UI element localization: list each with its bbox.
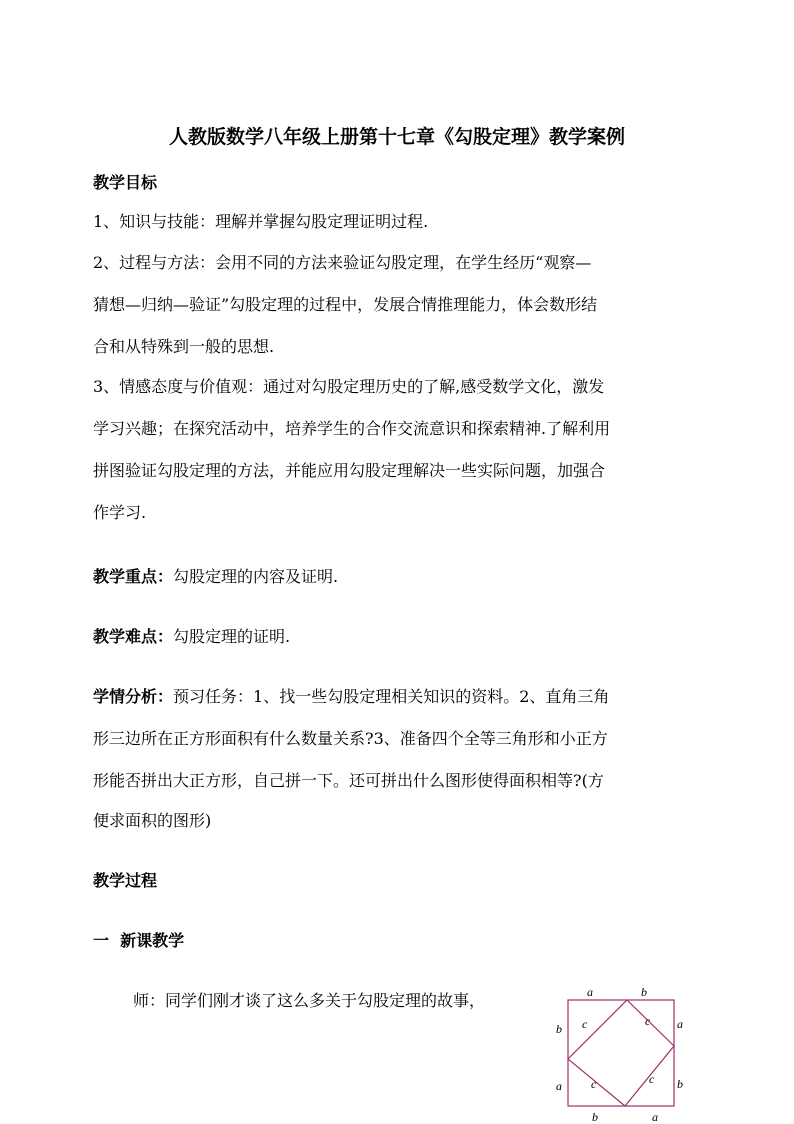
label-left-b: b <box>556 1022 562 1036</box>
label-right-b: b <box>677 1077 683 1091</box>
document-title: 人教版数学八年级上册第十七章《勾股定理》教学案例 <box>168 126 625 148</box>
label-top-a: a <box>587 985 593 999</box>
difficulty <box>93 624 290 647</box>
difficulty-label: 教学难点： <box>93 627 174 646</box>
label-bottom-a: a <box>652 1110 658 1124</box>
analysis-line-2: 形三边所在正方形面积有什么数量关系?3、准备四个全等三角形和小正方 <box>93 729 608 748</box>
objective-item-2-line-1: 2、过程与方法：会用不同的方法来验证勾股定理，在学生经历“观察— <box>93 253 592 272</box>
objective-item-3-line-1: 3、情感态度与价值观：通过对勾股定理历史的了解,感受数学文化，激发 <box>93 377 605 396</box>
key-point-text: 勾股定理的内容及证明. <box>173 567 339 586</box>
analysis-text-1: 预习任务：1、找一些勾股定理相关知识的资料。2、直角三角 <box>173 687 610 706</box>
label-c-bottom-left: c <box>591 1077 597 1091</box>
analysis-line-4: 便求面积的图形) <box>93 811 212 830</box>
process-heading: 教学过程 <box>93 871 158 890</box>
key-point <box>93 564 338 587</box>
objective-item-3-line-2: 学习兴趣；在探究活动中，培养学生的合作交流意识和探索精神.了解利用 <box>93 419 611 438</box>
label-top-b: b <box>641 985 647 999</box>
label-c-top-right: c <box>645 1014 651 1028</box>
objective-item-2-line-3: 合和从特殊到一般的思想. <box>93 337 275 356</box>
section-1-heading: 一 新课教学 <box>93 931 185 950</box>
objective-item-3-line-4: 作学习. <box>93 503 147 522</box>
objective-item-1: 1、知识与技能：理解并掌握勾股定理证明过程. <box>93 212 429 231</box>
label-c-bottom-right: c <box>649 1072 655 1086</box>
inner-square <box>568 1000 674 1106</box>
objectives-heading: 教学目标 <box>93 173 158 192</box>
objective-item-3-line-3: 拼图验证勾股定理的方法，并能应用勾股定理解决一些实际问题，加强合 <box>93 461 606 480</box>
analysis-line-3: 形能否拼出大正方形，自己拼一下。还可拼出什么图形使得面积相等?(方 <box>93 771 604 790</box>
pythagoras-proof-figure <box>548 982 698 1124</box>
label-bottom-b: b <box>592 1110 598 1124</box>
outer-square <box>568 1000 674 1106</box>
label-c-top-left: c <box>582 1017 588 1031</box>
teacher-line: 师：同学们刚才谈了这么多关于勾股定理的故事， <box>133 991 486 1010</box>
label-left-a: a <box>556 1079 562 1093</box>
objective-item-2-line-2: 猜想—归纳—验证”勾股定理的过程中，发展合情推理能力，体会数形结 <box>93 295 598 314</box>
analysis-label: 学情分析： <box>93 687 174 706</box>
key-point-label: 教学重点： <box>93 567 174 586</box>
difficulty-text: 勾股定理的证明. <box>173 627 291 646</box>
label-right-a: a <box>677 1017 683 1031</box>
analysis-line-1 <box>93 684 609 707</box>
